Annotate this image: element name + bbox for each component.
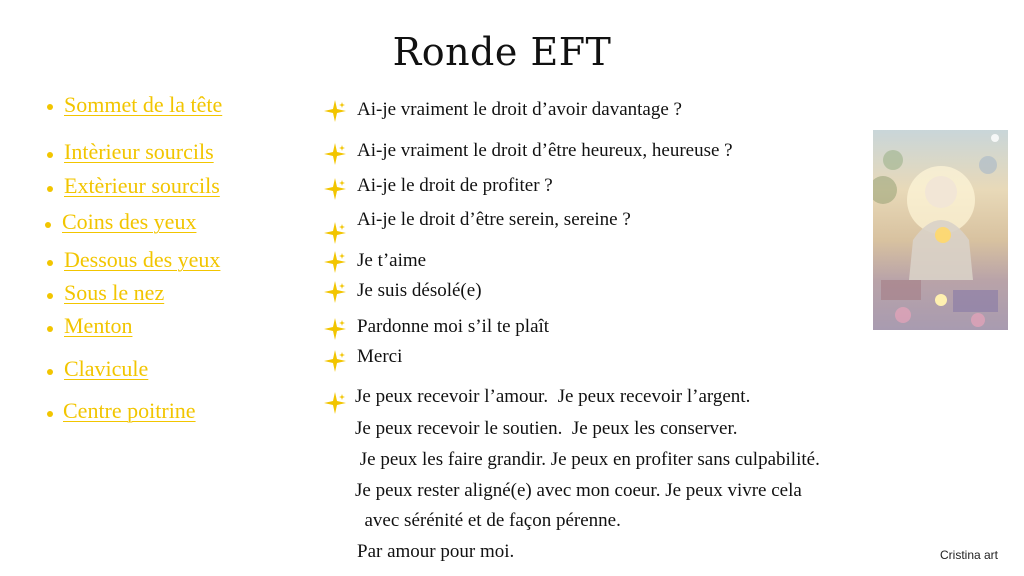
bullet-dot bbox=[47, 326, 53, 332]
phrase-line: Ai-je le droit de profiter ? bbox=[357, 175, 553, 196]
phrase-line: Ai-je vraiment le droit d’être heureux, heureuse ? bbox=[357, 140, 733, 161]
phrase-line: Merci bbox=[357, 346, 403, 367]
sparkle-icon bbox=[324, 100, 346, 122]
sparkle-icon bbox=[324, 318, 346, 340]
tapping-point-link[interactable]: Intèrieur sourcils bbox=[64, 139, 214, 164]
bullet-dot bbox=[47, 369, 53, 375]
bullet-dot bbox=[47, 152, 53, 158]
phrase-line: Ai-je le droit d’être serein, sereine ? bbox=[357, 209, 631, 230]
bullet-dot bbox=[47, 411, 53, 417]
sparkle-icon bbox=[324, 143, 346, 165]
sparkle-icon bbox=[324, 281, 346, 303]
tapping-point-link[interactable]: Menton bbox=[64, 313, 133, 338]
sparkle-icon bbox=[324, 178, 346, 200]
tapping-point-link[interactable]: Dessous des yeux bbox=[64, 247, 221, 272]
sparkle-icon bbox=[324, 251, 346, 273]
phrase-line: Je t’aime bbox=[357, 250, 427, 271]
bullet-dot bbox=[47, 104, 53, 110]
tapping-point-link[interactable]: Sous le nez bbox=[64, 280, 165, 305]
tapping-point-link[interactable]: Clavicule bbox=[64, 356, 149, 381]
bullet-dot bbox=[45, 222, 51, 228]
affirmation-line: Je peux les faire grandir. Je peux en profiter sans culpabilité. bbox=[355, 449, 820, 470]
bullet-dot bbox=[47, 260, 53, 266]
affirmation-line: Je peux rester aligné(e) avec mon coeur. Je peux vivre cela bbox=[355, 480, 802, 501]
sparkle-icon bbox=[324, 392, 346, 414]
tapping-point-link[interactable]: Sommet de la tête bbox=[64, 92, 223, 117]
affirmation-line: Je peux recevoir l’amour. Je peux recevoir l’argent. bbox=[355, 386, 751, 407]
tapping-point-link[interactable]: Extèrieur sourcils bbox=[64, 173, 220, 198]
bullet-dot bbox=[47, 186, 53, 192]
phrase-line: Pardonne moi s’il te plaît bbox=[357, 316, 550, 337]
affirmation-line: Par amour pour moi. bbox=[357, 541, 515, 562]
bullet-dot bbox=[47, 293, 53, 299]
affirmation-line: avec sérénité et de façon pérenne. bbox=[355, 510, 621, 531]
tapping-point-link[interactable]: Centre poitrine bbox=[63, 398, 196, 423]
spiritual-painting-image bbox=[873, 130, 1008, 330]
phrase-line: Je suis désolé(e) bbox=[357, 280, 482, 301]
affirmation-line: Je peux recevoir le soutien. Je peux les conserver. bbox=[355, 418, 738, 439]
page-title: Ronde EFT bbox=[392, 30, 612, 74]
tapping-point-link[interactable]: Coins des yeux bbox=[62, 209, 197, 234]
artist-credit: Cristina art bbox=[940, 548, 999, 562]
sparkle-icon bbox=[324, 222, 346, 244]
phrase-line: Ai-je vraiment le droit d’avoir davantage ? bbox=[357, 99, 682, 120]
sparkle-icon bbox=[324, 350, 346, 372]
